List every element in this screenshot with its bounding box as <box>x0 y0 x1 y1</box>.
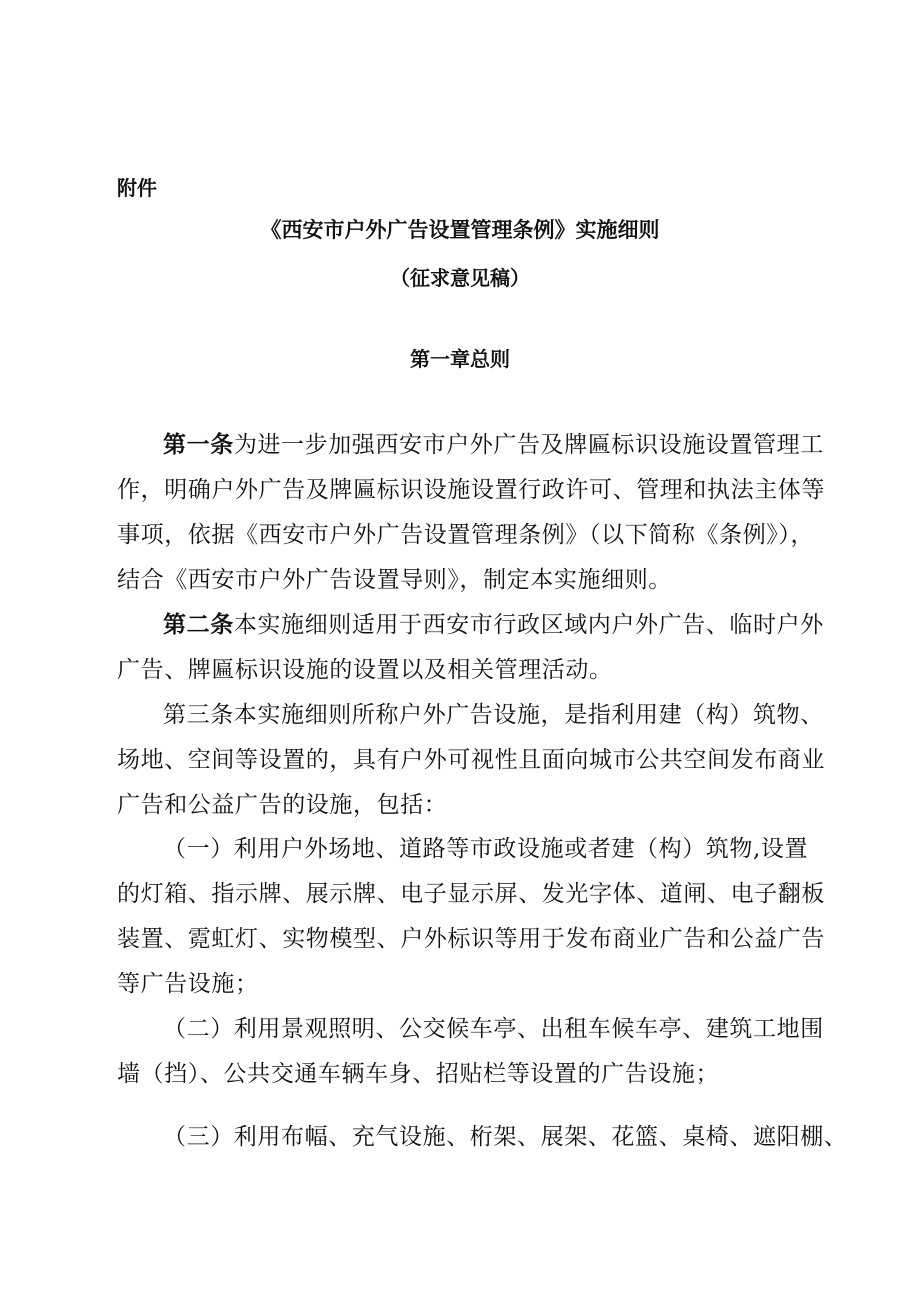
chapter-heading: 第一章总则 <box>410 347 510 371</box>
article-3-line-1: 第三条本实施细则所称户外广告设施，是指利用建（构）筑物、 <box>163 702 824 728</box>
article-1-text-1: 为进一步加强西安市户外广告及牌匾标识设施设置管理工 <box>233 432 824 458</box>
document-title: 《西安市户外广告设置管理条例》实施细则 <box>260 218 660 242</box>
document-subtitle: （征求意见稿） <box>390 266 530 290</box>
item-1-line-3: 装置、霓虹灯、实物模型、户外标识等用于发布商业广告和公益广告 <box>117 926 825 952</box>
item-1-line-4: 等广告设施； <box>117 971 259 997</box>
article-2-line-1 <box>163 606 824 639</box>
item-2-line-1: （二）利用景观照明、公交候车亭、出租车候车亭、建筑工地围 <box>163 1016 824 1042</box>
article-1-line-3: 事项，依据《西安市户外广告设置管理条例》（以下简称《条例》）， <box>117 522 815 548</box>
item-1-line-1: （一）利用户外场地、道路等市政设施或者建（构）筑物,设置 <box>163 836 809 862</box>
article-3-line-3: 广告和公益广告的设施，包括： <box>117 792 448 818</box>
article-1-line-2: 作，明确户外广告及牌匾标识设施设置行政许可、管理和执法主体等 <box>117 477 825 503</box>
article-3-line-2: 场地、空间等设置的，具有户外可视性且面向城市公共空间发布商业 <box>117 747 825 773</box>
article-1-lead: 第一条 <box>163 432 234 458</box>
item-3-line-1: （三）利用布幅、充气设施、桁架、展架、花篮、桌椅、遮阳棚、 <box>163 1124 848 1150</box>
article-1-line-4: 结合《西安市户外广告设置导则》，制定本实施细则。 <box>117 567 672 593</box>
article-2-text-1: 本实施细则适用于西安市行政区域内户外广告、临时户外 <box>233 612 824 638</box>
attachment-label: 附件 <box>117 176 157 200</box>
article-2-line-2: 广告、牌匾标识设施的设置以及相关管理活动。 <box>117 657 613 683</box>
item-2-line-2: 墙（挡）、公共交通车辆车身、招贴栏等设置的广告设施； <box>117 1061 720 1087</box>
item-1-line-2: 的灯箱、指示牌、展示牌、电子显示屏、发光字体、道闸、电子翻板 <box>117 881 825 907</box>
article-2-lead: 第二条 <box>163 612 234 638</box>
article-1-line-1 <box>163 426 824 459</box>
